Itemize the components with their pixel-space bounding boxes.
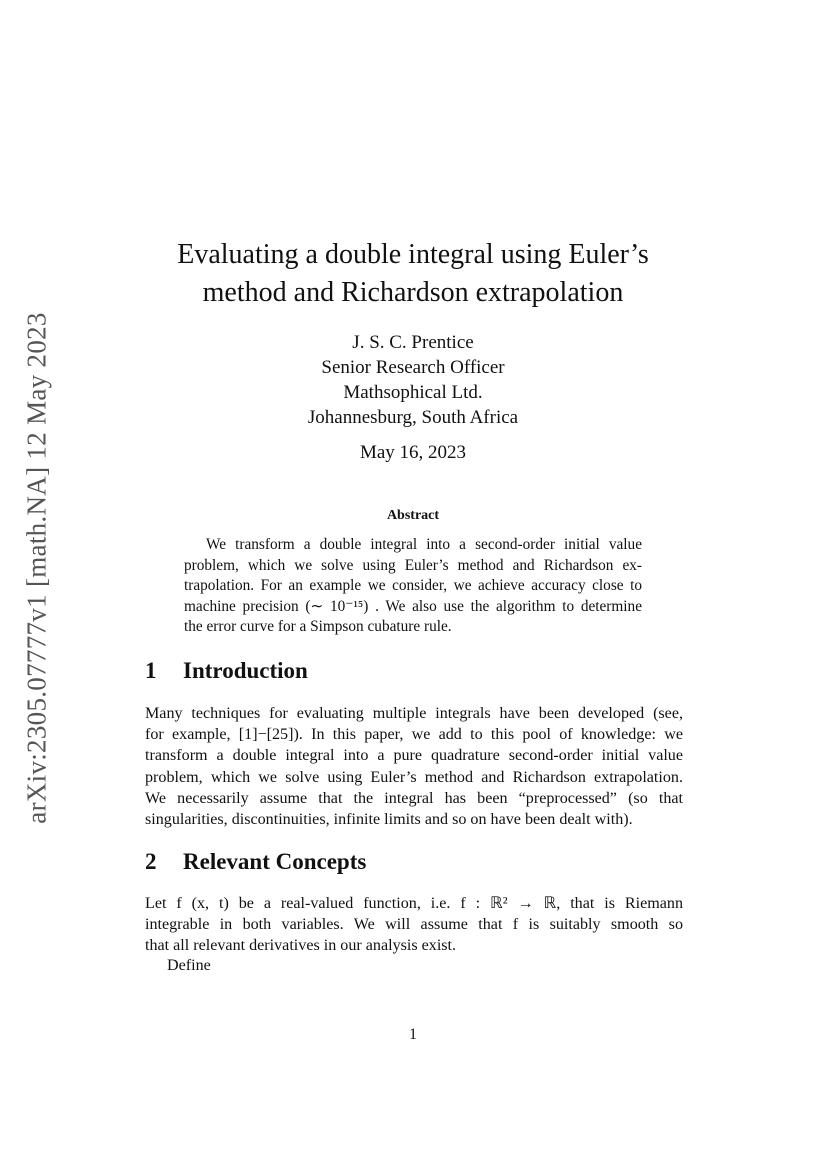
page-number: 1 — [409, 1026, 417, 1043]
paper-date: May 16, 2023 — [359, 442, 467, 463]
author-position: Senior Research Officer — [321, 357, 505, 378]
section-heading-introduction — [145, 658, 308, 684]
paper-title — [0, 236, 826, 312]
define-paragraph-start: Define — [167, 957, 211, 974]
abstract-line: trapolation. For an example we consider, we achieve accuracy close to — [184, 577, 642, 594]
paragraph-line: integrable in both variables. We will assume that f is suitably smooth so — [145, 916, 683, 934]
paragraph-line: We necessarily assume that the integral has been “preprocessed” (so that — [145, 789, 683, 807]
abstract-text — [184, 535, 642, 638]
title-line: method and Richardson extrapolation — [202, 277, 624, 308]
arxiv-identifier-stamp: arXiv:2305.07777v1 [math.NA] 12 May 2023 — [21, 312, 52, 824]
title-line: Evaluating a double integral using Euler’s — [177, 239, 649, 270]
abstract-line: We transform a double integral into a second-order initial value — [206, 536, 642, 553]
section-number: 1 — [145, 658, 157, 683]
paragraph-line: Many techniques for evaluating multiple integrals have been developed (see, — [145, 705, 683, 722]
paragraph-line: problem, which we solve using Euler’s method and Richardson extrapolation. — [145, 768, 683, 786]
abstract-heading: Abstract — [386, 508, 440, 523]
section-heading-relevant-concepts — [145, 849, 366, 875]
paragraph-line: transform a double integral into a pure quadrature second-order initial value — [145, 747, 683, 765]
abstract-line: problem, which we solve using Euler’s method and Richardson ex- — [184, 556, 642, 574]
author-block — [0, 330, 826, 430]
paragraph-line: for example, [1]−[25]). In this paper, we add to this pool of knowledge: we — [145, 726, 683, 744]
section-title: Relevant Concepts — [183, 849, 367, 874]
author-name: J. S. C. Prentice — [352, 332, 474, 353]
paragraph-line: that all relevant derivatives in our analysis exist. — [145, 937, 457, 955]
relevant-concepts-paragraph — [145, 893, 683, 957]
abstract-line: machine precision (∼ 10⁻¹⁵) . We also use the algorithm to determine — [184, 597, 642, 615]
paragraph-line: Let f (x, t) be a real-valued function, i.e. f : ℝ² → ℝ, that is Riemann — [145, 895, 683, 912]
section-number: 2 — [145, 849, 157, 874]
introduction-paragraph — [145, 703, 683, 830]
paragraph-line: singularities, discontinuities, infinite limits and so on have been dealt with). — [145, 811, 633, 829]
abstract-line: the error curve for a Simpson cubature rule. — [184, 618, 452, 635]
author-affiliation: Mathsophical Ltd. — [343, 382, 483, 403]
author-location: Johannesburg, South Africa — [307, 407, 519, 428]
section-title: Introduction — [183, 658, 308, 683]
